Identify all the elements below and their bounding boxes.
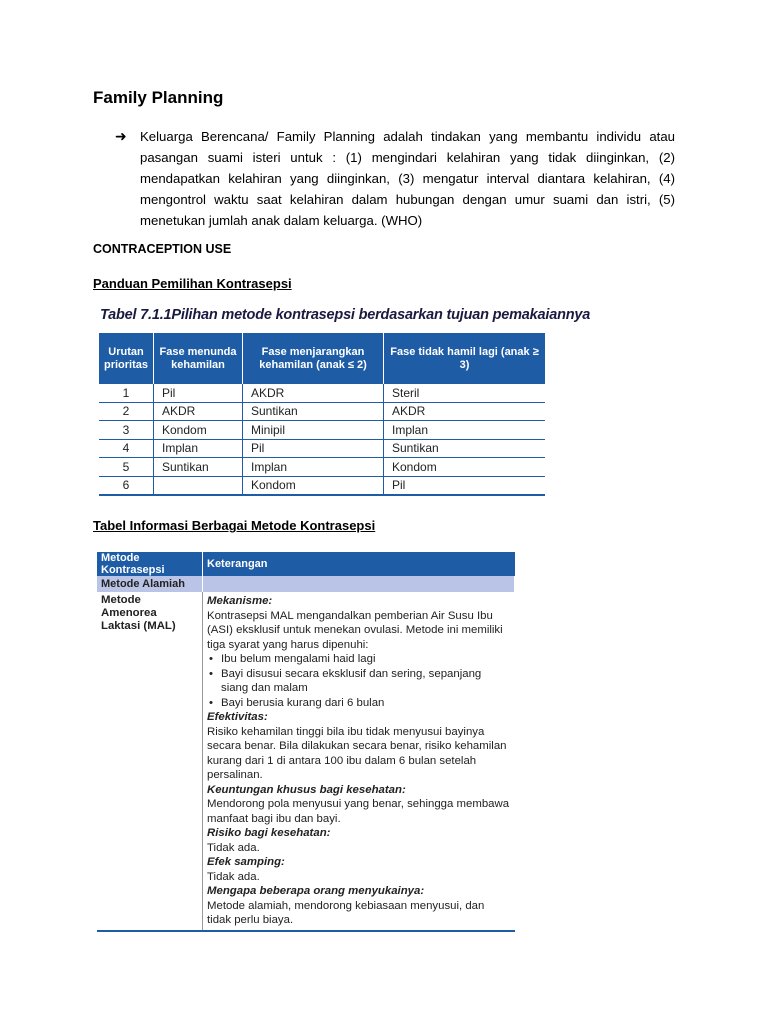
table-cell: Kondom <box>384 458 546 477</box>
list-item: • Ibu belum mengalami haid lagi <box>221 652 511 667</box>
table-cell: Implan <box>154 439 243 458</box>
table-cell: 3 <box>99 421 154 440</box>
table-cell: Steril <box>384 384 546 402</box>
efektivitas-label: Efektivitas: <box>207 711 268 723</box>
table-cell: Minipil <box>243 421 384 440</box>
table-row <box>97 592 515 931</box>
page-title: Family Planning <box>93 88 224 107</box>
intro-text: Keluarga Berencana/ Family Planning adalah tindakan yang membantu individu atau pasangan suami isteri untuk : (1) mengindari kelahiran yang tidak diinginkan, (2) mendapatkan kelahiran yang diinginkan, (3) mengatur interval diantara kelahiran, (4) mengontrol waktu saat kelahiran dalam hubungan dengan umur suami dan istri, (5) menetukan jumlah anak dalam keluarga. (WHO) <box>140 129 675 228</box>
efek-samping-label: Efek samping: <box>207 856 285 868</box>
risiko-label: Risiko bagi kesehatan: <box>207 827 331 839</box>
table-header-row <box>97 552 515 576</box>
table-cell: 5 <box>99 458 154 477</box>
table1-caption: Tabel 7.1.1Pilihan metode kontrasepsi berdasarkan tujuan pemakaiannya <box>100 307 591 323</box>
table-cell: 1 <box>99 384 154 402</box>
table-cell: Kondom <box>243 476 384 495</box>
table-cell: Implan <box>243 458 384 477</box>
risiko-text: Tidak ada. <box>207 841 260 854</box>
keuntungan-text: Mendorong pola menyusui yang benar, sehingga membawa manfaat bagi ibu dan bayi. <box>207 798 510 825</box>
list-item: • Bayi berusia kurang dari 6 bulan <box>221 696 511 711</box>
section-row <box>97 576 515 592</box>
table-header-cell: Keterangan <box>203 552 515 576</box>
mekanisme-text: Kontrasepsi MAL mengandalkan pemberian Air Susu Ibu (ASI) eksklusif untuk menekan ovulasi. Metode ini memiliki tiga syarat yang harus dipenuhi: <box>207 609 503 651</box>
mekanisme-label: Mekanisme: <box>207 595 273 607</box>
table-row <box>99 439 545 458</box>
right-arrow-icon: ➜ <box>115 128 127 144</box>
table-cell: Pil <box>384 476 546 495</box>
table-cell: AKDR <box>243 384 384 402</box>
mengapa-text: Metode alamiah, mendorong kebiasaan menyusui, dan tidak perlu biaya. <box>207 899 485 926</box>
table-cell: Suntikan <box>384 439 546 458</box>
mengapa-label: Mengapa beberapa orang menyukainya: <box>207 885 425 897</box>
contraception-heading: CONTRACEPTION USE <box>93 242 232 256</box>
table-row <box>99 402 545 421</box>
efek-samping-text: Tidak ada. <box>207 870 260 883</box>
method-name: Metode Amenorea Laktasi (MAL) <box>97 592 203 931</box>
table-cell: 4 <box>99 439 154 458</box>
table-cell: 6 <box>99 476 154 495</box>
table-row <box>99 421 545 440</box>
tabel-informasi-heading: Tabel Informasi Berbagai Metode Kontrasepsi <box>93 518 376 533</box>
table-header-cell: Fase menunda kehamilan <box>154 333 243 384</box>
table-header-row <box>99 333 545 384</box>
method-info-table <box>97 552 515 932</box>
list-item: • Bayi disusui secara eksklusif dan sering, sepanjang siang dan malam <box>221 667 511 696</box>
table-header-cell: Urutan prioritas <box>99 333 154 384</box>
section-label: Metode Alamiah <box>97 576 203 592</box>
section-empty-cell <box>203 576 515 592</box>
table-header-cell: Fase menjarangkan kehamilan (anak ≤ 2) <box>243 333 384 384</box>
table-cell: AKDR <box>384 402 546 421</box>
table-cell: Suntikan <box>243 402 384 421</box>
table-cell: Pil <box>154 384 243 402</box>
table-cell: Suntikan <box>154 458 243 477</box>
intro-bullet <box>115 126 675 231</box>
table-row <box>99 458 545 477</box>
table-cell: Kondom <box>154 421 243 440</box>
table-cell: AKDR <box>154 402 243 421</box>
panduan-heading: Panduan Pemilihan Kontrasepsi <box>93 276 292 291</box>
table-row <box>99 384 545 402</box>
table-header-cell: Metode Kontrasepsi <box>97 552 203 576</box>
table-cell: Pil <box>243 439 384 458</box>
efektivitas-text: Risiko kehamilan tinggi bila ibu tidak menyusui bayinya secara benar. Bila dilakukan secara benar, risiko kehamilan kurang dari 1 di antara 100 ibu dalam 6 bulan setelah persalinan. <box>207 725 507 781</box>
table-cell: 2 <box>99 402 154 421</box>
contraception-priority-table <box>99 333 545 496</box>
table-header-cell: Fase tidak hamil lagi (anak ≥ 3) <box>384 333 546 384</box>
syarat-list <box>207 652 511 710</box>
keuntungan-label: Keuntungan khusus bagi kesehatan: <box>207 783 406 796</box>
table-cell: Implan <box>384 421 546 440</box>
table-cell <box>154 476 243 495</box>
method-description <box>203 592 515 931</box>
table-row <box>99 476 545 495</box>
